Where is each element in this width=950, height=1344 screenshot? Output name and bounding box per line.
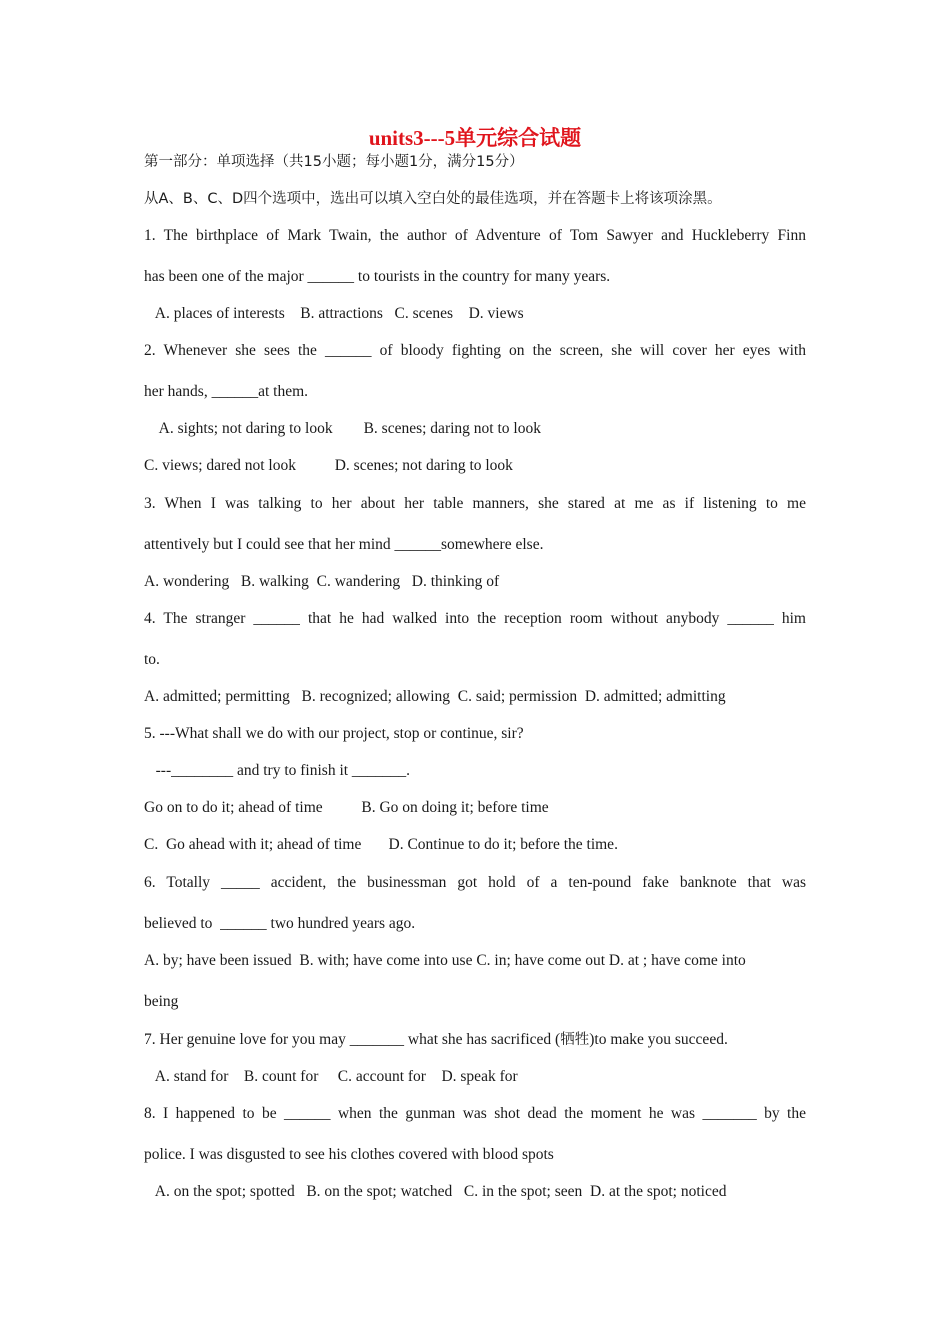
question-5-options-line-2: C. Go ahead with it; ahead of time D. Continue to do it; before the time. <box>144 836 618 853</box>
section-instruction: 从A、B、C、D四个选项中，选出可以填入空白处的最佳选项，并在答题卡上将该项涂黑。 <box>144 191 722 207</box>
section-header: 第一部分：单项选择（共15小题；每小题1分，满分15分） <box>144 154 524 170</box>
question-1-stem-line-1: 1. The birthplace of Mark Twain, the author of Adventure of Tom Sawyer and Huckleberry Finn <box>144 227 806 244</box>
question-8-stem-line-1: 8. I happened to be ______ when the gunman was shot dead the moment he was _______ by the <box>144 1105 806 1122</box>
question-7-stem-part-1: 7. Her genuine love for you may _______ what she has sacrificed ( <box>144 1031 561 1048</box>
question-8-options: A. on the spot; spotted B. on the spot; watched C. in the spot; seen D. at the spot; noticed <box>144 1183 727 1200</box>
question-1-options: A. places of interests B. attractions C. scenes D. views <box>144 305 524 322</box>
question-4-stem-line-2: to. <box>144 651 160 668</box>
question-2-stem-line-2: her hands, ______at them. <box>144 383 309 400</box>
question-7-stem <box>144 1030 806 1050</box>
question-3-stem-line-1: 3. When I was talking to her about her table manners, she stared at me as if listening to me <box>144 495 806 512</box>
question-4-options: A. admitted; permitting B. recognized; allowing C. said; permission D. admitted; admitting <box>144 688 726 705</box>
question-5-stem-line-1: 5. ---What shall we do with our project, stop or continue, sir? <box>144 725 524 742</box>
question-6-options-line-1: A. by; have been issued B. with; have come into use C. in; have come out D. at ; have come into <box>144 952 746 969</box>
question-3-options: A. wondering B. walking C. wandering D. thinking of <box>144 573 500 590</box>
question-8-stem-line-2: police. I was disgusted to see his clothes covered with blood spots <box>144 1146 554 1163</box>
question-7-options: A. stand for B. count for C. account for D. speak for <box>144 1068 518 1085</box>
question-7-stem-part-2: )to make you succeed. <box>589 1031 728 1048</box>
question-6-options-line-2: being <box>144 993 179 1010</box>
question-5-options-line-1: Go on to do it; ahead of time B. Go on doing it; before time <box>144 799 549 816</box>
question-2-options-line-2: C. views; dared not look D. scenes; not daring to look <box>144 457 513 474</box>
question-6-stem-line-2: believed to ______ two hundred years ago. <box>144 915 416 932</box>
question-2-stem-line-1: 2. Whenever she sees the ______ of bloody fighting on the screen, she will cover her eyes with <box>144 342 806 359</box>
question-7-stem-chinese-gloss: 牺牲 <box>560 1032 590 1048</box>
question-1-stem-line-2: has been one of the major ______ to tourists in the country for many years. <box>144 268 611 285</box>
question-5-stem-line-2: ---________ and try to finish it _______. <box>144 762 411 779</box>
question-3-stem-line-2: attentively but I could see that her mind ______somewhere else. <box>144 536 544 553</box>
question-6-stem-line-1: 6. Totally _____ accident, the businessman got hold of a ten-pound fake banknote that was <box>144 874 806 891</box>
page-title: units3---5单元综合试题 <box>368 126 582 150</box>
question-2-options-line-1: A. sights; not daring to look B. scenes; daring not to look <box>144 420 541 437</box>
question-4-stem-line-1: 4. The stranger ______ that he had walked into the reception room without anybody ______ him <box>144 610 806 627</box>
